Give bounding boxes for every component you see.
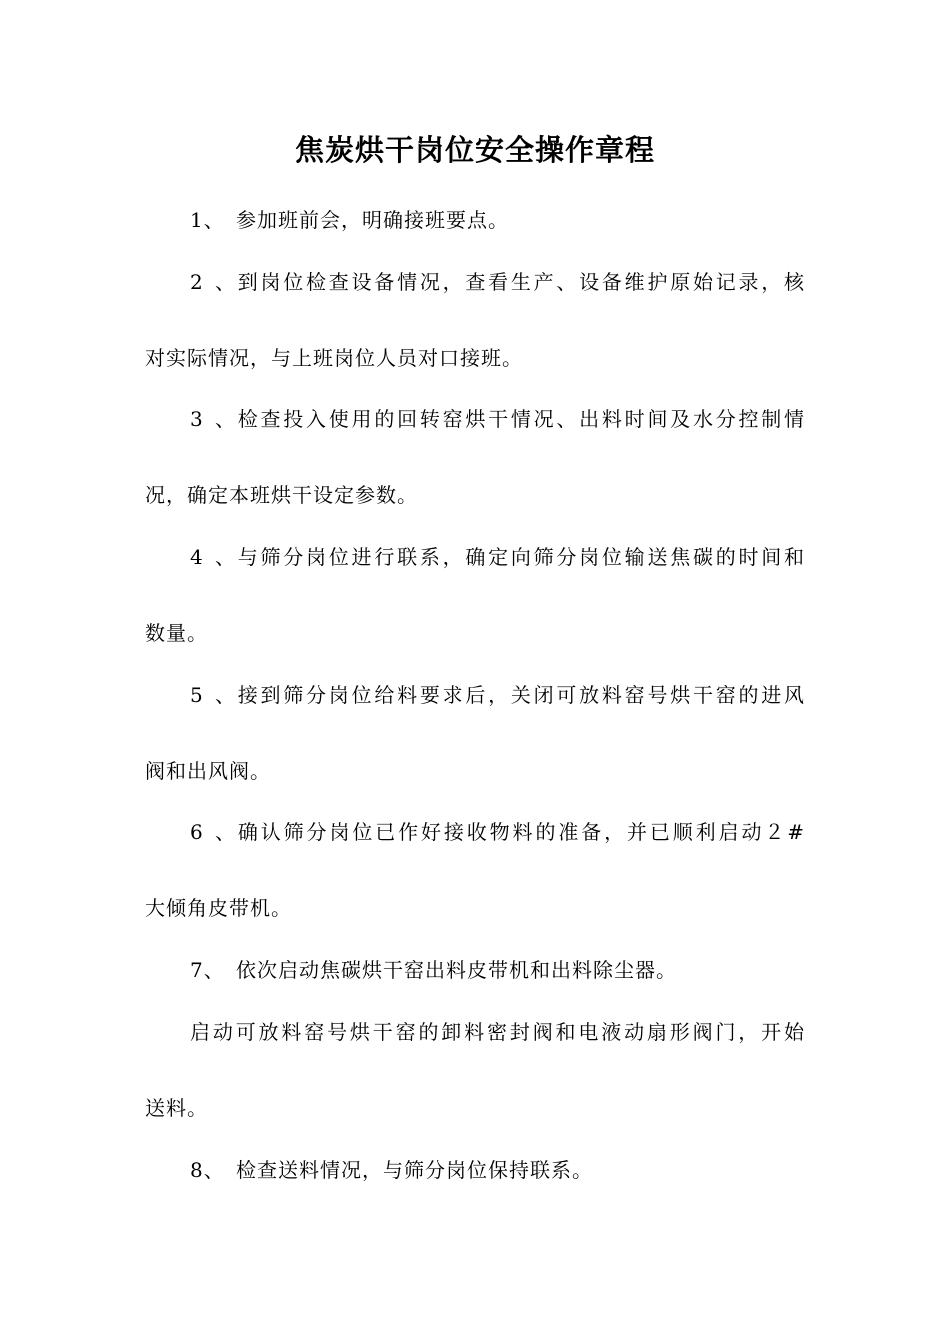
- paragraph: 启动可放料窑号烘干窑的卸料密封阀和电液动扇形阀门，开始: [190, 1020, 805, 1044]
- list-item: [190, 1156, 805, 1184]
- item-number: 3、: [190, 407, 236, 431]
- item-number: 1、: [190, 208, 225, 232]
- item-number: 6、: [190, 820, 236, 844]
- item-text: 接到筛分岗位给料要求后，关闭可放料窑号烘干窑的进风: [236, 683, 805, 707]
- item-text: 检查送料情况，与筛分岗位保持联系。: [236, 1158, 593, 1182]
- list-item: [190, 818, 805, 846]
- paragraph-continuation: 送料。: [145, 1096, 208, 1120]
- item-text: 检查投入使用的回转窑烘干情况、出料时间及水分控制情: [236, 407, 805, 431]
- item-continuation: 况，确定本班烘干设定参数。: [145, 483, 418, 507]
- item-number: 2、: [190, 270, 236, 294]
- list-item: [190, 405, 805, 433]
- item-number: 8、: [190, 1158, 225, 1182]
- item-text: 参加班前会，明确接班要点。: [236, 208, 509, 232]
- item-text: 与筛分岗位进行联系，确定向筛分岗位输送焦碳的时间和: [236, 545, 805, 569]
- list-item: [190, 206, 805, 234]
- list-item: [190, 956, 805, 984]
- item-continuation: 大倾角皮带机。: [145, 896, 292, 920]
- item-text: 到岗位检查设备情况，查看生产、设备维护原始记录，核: [236, 270, 805, 294]
- list-item: [190, 681, 805, 709]
- item-continuation: 阀和出风阀。: [145, 759, 271, 783]
- item-number: 7、: [190, 958, 225, 982]
- document-title: 焦炭烘干岗位安全操作章程: [294, 133, 655, 167]
- list-item: [190, 543, 805, 571]
- list-item: [190, 268, 805, 296]
- item-text: 确认筛分岗位已作好接收物料的准备，并已顺利启动２#: [236, 820, 805, 844]
- item-number: 4、: [190, 545, 236, 569]
- item-number: 5、: [190, 683, 236, 707]
- item-text: 依次启动焦碳烘干窑出料皮带机和出料除尘器。: [236, 958, 677, 982]
- item-continuation: 数量。: [145, 621, 208, 645]
- item-continuation: 对实际情况，与上班岗位人员对口接班。: [145, 346, 523, 370]
